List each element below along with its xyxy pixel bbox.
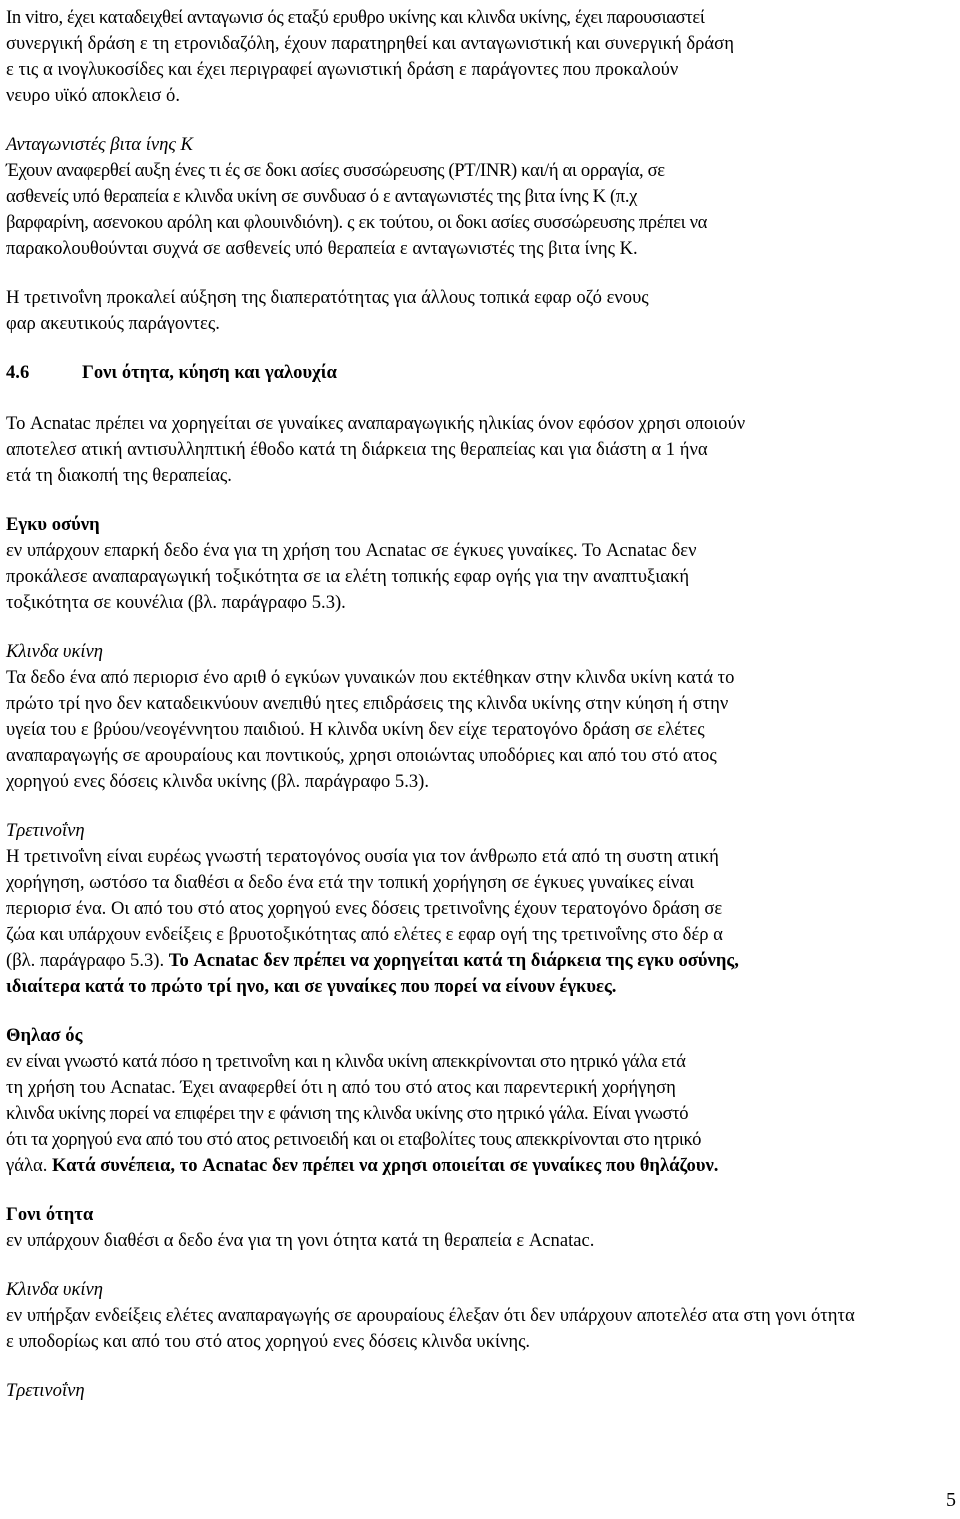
section-heading: Γονι ότητα, κύηση και γαλουχία [82,362,337,383]
paragraph-line: Έχουν αναφερθεί αυξη ένες τι ές σε δοκι ασίες συσσώρευσης (PT/INR) και/ή αι ορραγία, σε [6,160,665,181]
paragraph-line: φαρ ακευτικούς παράγοντες. [6,313,220,334]
warning-text: Κατά συνέπεια, το Acnatac δεν πρέπει να χρησι οποιείται σε γυναίκες που θηλάζουν. [52,1155,719,1176]
paragraph-line: τοξικότητα σε κουνέλια (βλ. παράγραφο 5.3). [6,592,346,613]
paragraph-line: Το Acnatac πρέπει να χορηγείται σε γυναίκες αναπαραγωγικής ηλικίας όνον εφόσον χρησι οποιούν [6,413,746,434]
paragraph-line: χορηγού ενες δόσεις κλινδα υκίνης (βλ. παράγραφο 5.3). [6,771,429,792]
subheading-pregnancy: Εγκυ οσύνη [6,514,100,535]
paragraph-line: Η τρετινοΐνη προκαλεί αύξηση της διαπερατότητας για άλλους τοπικά εφαρ οζό ενους [6,287,649,308]
paragraph-line: ε υποδορίως και από του στό ατος χορηγού ενες δόσεις κλινδα υκίνης. [6,1331,531,1352]
paragraph-line: συνεργική δράση ε τη ετρονιδαζόλη, έχουν παρατηρηθεί και ανταγωνιστική και συνεργική δράση [6,33,734,54]
subheading-fertility: Γονι ότητα [6,1204,94,1225]
subheading-breastfeeding: Θηλασ ός [6,1025,83,1046]
page-number: 5 [946,1489,956,1511]
subheading-vitamin-k-antagonists: Ανταγωνιστές βιτα ίνης Κ [6,134,193,155]
paragraph-line: Η τρετινοΐνη είναι ευρέως γνωστή τερατογόνος ουσία για τον άνθρωπο ετά από τη συστη ατική [6,846,719,867]
paragraph-line: προκάλεσε αναπαραγωγική τοξικότητα σε ια ελέτη τοπικής εφαρ ογής για την αναπτυξιακή [6,566,690,587]
subheading-clindamycin: Κλινδα υκίνη [6,641,104,662]
paragraph-line: κλινδα υκίνης πορεί να επιφέρει την ε φάνιση της κλινδα υκίνης στο ητρικό γάλα. Είναι γνωστό [6,1103,689,1124]
paragraph-line: υγεία του ε βρύου/νεογέννητου παιδιού. Η κλινδα υκίνη δεν είχε τερατογόνο δράση σε ελέτες [6,719,705,740]
paragraph-line: νευρο υϊκό αποκλεισ ό. [6,85,180,106]
warning-text: Το Acnatac δεν πρέπει να χορηγείται κατά τη διάρκεια της εγκυ οσύνης, [168,950,739,971]
paragraph-line: ε τις α ινογλυκοσίδες και έχει περιγραφεί αγωνιστική δράση ε παράγοντες που προκαλούν [6,59,679,80]
paragraph-line: In vitro, έχει καταδειχθεί ανταγωνισ ός εταξύ ερυθρο υκίνης και κλινδα υκίνης, έχει παρουσιαστεί [6,7,705,28]
paragraph-line: Τα δεδο ένα από περιορισ ένο αριθ ό εγκύων γυναικών που εκτέθηκαν στην κλινδα υκίνη κατά το [6,667,735,688]
paragraph-line: ότι τα χορηγού ενα από του στό ατος ρετινοειδή και οι εταβολίτες τους απεκκρίνονται στο ητρικό [6,1129,702,1150]
paragraph-line: περιορισ ένα. Οι από του στό ατος χορηγού ενες δόσεις τρετινοΐνης έχουν τερατογόνο δράση σε [6,898,723,919]
paragraph-line: βαρφαρίνη, ασενοκου αρόλη και φλουινδιόνη). ς εκ τούτου, οι δοκι ασίες συσσώρευσης πρέπει να [6,212,708,233]
paragraph-line: αποτελεσ ατική αντισυλληπτική έθοδο κατά τη διάρκεια της θεραπείας και για διάστη α 1 ήνα [6,439,708,460]
warning-text: ιδιαίτερα κατά το πρώτο τρί ηνο, και σε γυναίκες που πορεί να είνουν έγκυες. [6,976,617,997]
paragraph-line: εν είναι γνωστό κατά πόσο η τρετινοΐνη και η κλινδα υκίνη απεκκρίνονται στο ητρικό γάλα ετά [6,1051,686,1072]
paragraph-line: παρακολουθούνται συχνά σε ασθενείς υπό θεραπεία ε ανταγωνιστές της βιτα ίνης Κ. [6,238,638,259]
paragraph-line: χορήγηση, ωστόσο τα διαθέσι α δεδο ένα ετά την τοπική χορήγηση σε έγκυες γυναίκες είναι [6,872,695,893]
paragraph-line: πρώτο τρί ηνο δεν καταδεικνύουν ανεπιθύ ητες επιδράσεις της κλινδα υκίνης στην κύηση ή στην [6,693,729,714]
paragraph-line: ζώα και υπάρχουν ενδείξεις ε βρυοτοξικότητας από ελέτες ε εφαρ ογή της τρετινοΐνης στο δέρ α [6,924,723,945]
paragraph-line [6,1154,718,1178]
paragraph-line [6,949,739,973]
subheading-clindamycin: Κλινδα υκίνη [6,1279,104,1300]
paragraph-text: (βλ. παράγραφο 5.3). [6,950,169,971]
paragraph-line: αναπαραγωγής σε αρουραίους και ποντικούς, χρησι οποιώντας υποδόριες και από του στό ατος [6,745,717,766]
paragraph-text: γάλα. [6,1155,53,1176]
paragraph-line: ετά τη διακοπή της θεραπείας. [6,465,232,486]
section-number: 4.6 [6,362,30,383]
paragraph-line: εν υπάρχουν διαθέσι α δεδο ένα για τη γονι ότητα κατά τη θεραπεία ε Acnatac. [6,1230,595,1251]
paragraph-line: εν υπάρχουν επαρκή δεδο ένα για τη χρήση του Acnatac σε έγκυες γυναίκες. Το Acnatac δεν [6,540,697,561]
paragraph-line: ασθενείς υπό θεραπεία ε κλινδα υκίνη σε συνδυασ ό ε ανταγωνιστές της βιτα ίνης Κ (π.χ [6,186,638,207]
subheading-tretinoin: Τρετινοΐνη [6,1380,85,1401]
subheading-tretinoin: Τρετινοΐνη [6,820,85,841]
paragraph-line: τη χρήση του Acnatac. Έχει αναφερθεί ότι η από του στό ατος και παρεντερική χορήγηση [6,1077,676,1098]
paragraph-line: εν υπήρξαν ενδείξεις ελέτες αναπαραγωγής σε αρουραίους έλεξαν ότι δεν υπάρχουν αποτελέσ ατα στη γονι ότητα [6,1305,855,1326]
